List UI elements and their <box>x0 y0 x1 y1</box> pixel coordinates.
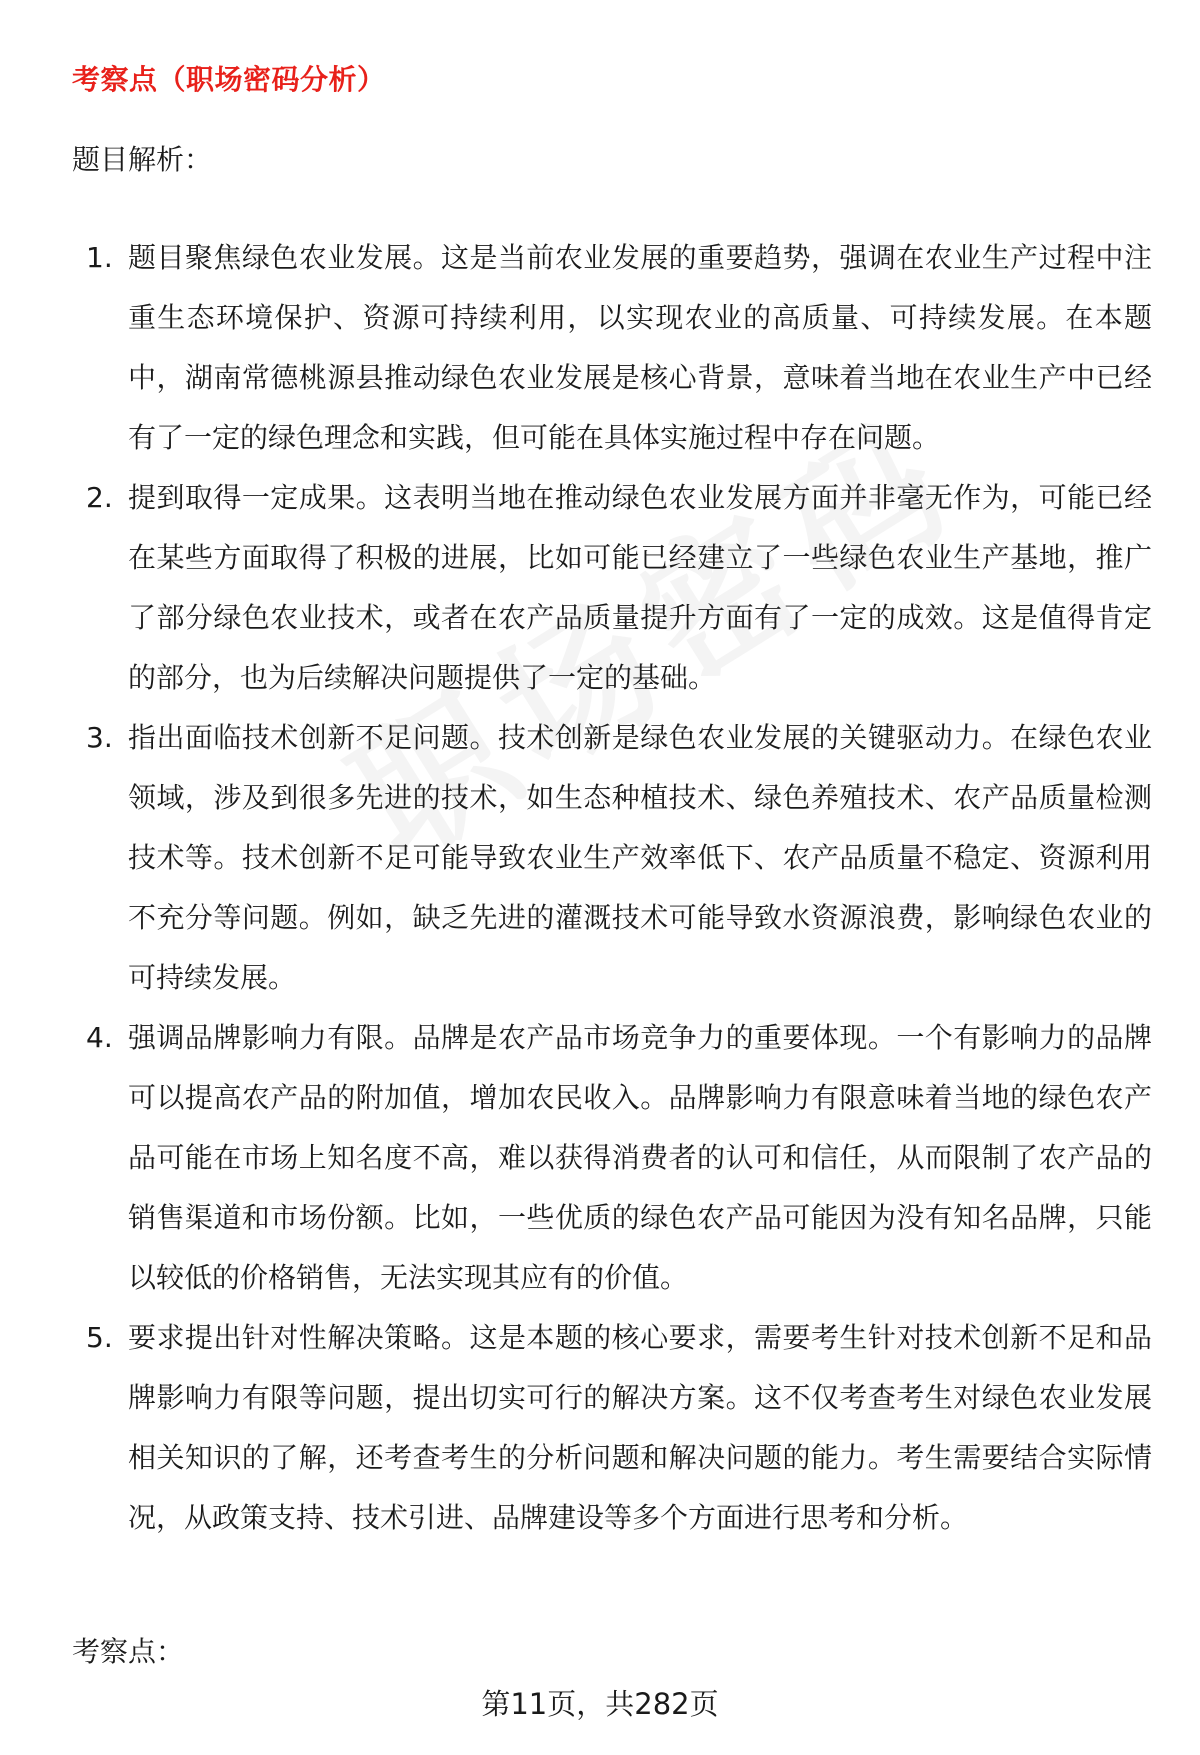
list-item <box>72 228 1152 468</box>
list-item <box>72 1008 1152 1308</box>
list-item-number: 3. <box>86 721 113 754</box>
list-item-number: 1. <box>86 241 113 274</box>
list-item-number: 2. <box>86 481 113 514</box>
section-heading: 考察点（职场密码分析） <box>72 63 386 96</box>
list-item-text: 题目聚焦绿色农业发展。这是当前农业发展的重要趋势，强调在农业生产过程中注重生态环境保护、资源可持续利用，以实现农业的高质量、可持续发展。在本题中，湖南常德桃源县推动绿色农业发展是核心背景，意味着当地在农业生产中已经有了一定的绿色理念和实践，但可能在具体实施过程中存在问题。 <box>128 241 1152 454</box>
list-item <box>72 468 1152 708</box>
list-item-number: 5. <box>86 1321 113 1354</box>
list-item <box>72 1308 1152 1548</box>
list-item-text: 要求提出针对性解决策略。这是本题的核心要求，需要考生针对技术创新不足和品牌影响力有限等问题，提出切实可行的解决方案。这不仅考查考生对绿色农业发展相关知识的了解，还考查考生的分析问题和解决问题的能力。考生需要结合实际情况，从政策支持、技术引进、品牌建设等多个方面进行思考和分析。 <box>128 1321 1152 1534</box>
list-item-text: 强调品牌影响力有限。品牌是农产品市场竞争力的重要体现。一个有影响力的品牌可以提高农产品的附加值，增加农民收入。品牌影响力有限意味着当地的绿色农产品可能在市场上知名度不高，难以获得消费者的认可和信任，从而限制了农产品的销售渠道和市场份额。比如，一些优质的绿色农产品可能因为没有知名品牌，只能以较低的价格销售，无法实现其应有的价值。 <box>128 1021 1152 1294</box>
points-label: 考察点： <box>72 1635 185 1668</box>
list-item-number: 4. <box>86 1021 113 1054</box>
analysis-list <box>72 228 1152 1548</box>
page-footer: 第11页，共282页 <box>481 1687 719 1721</box>
list-item <box>72 708 1152 1008</box>
analysis-label: 题目解析： <box>72 143 213 176</box>
list-item-text: 提到取得一定成果。这表明当地在推动绿色农业发展方面并非毫无作为，可能已经在某些方面取得了积极的进展，比如可能已经建立了一些绿色农业生产基地，推广了部分绿色农业技术，或者在农产品质量提升方面有了一定的成效。这是值得肯定的部分，也为后续解决问题提供了一定的基础。 <box>128 481 1152 694</box>
list-item-text: 指出面临技术创新不足问题。技术创新是绿色农业发展的关键驱动力。在绿色农业领域，涉及到很多先进的技术，如生态种植技术、绿色养殖技术、农产品质量检测技术等。技术创新不足可能导致农业生产效率低下、农产品质量不稳定、资源利用不充分等问题。例如，缺乏先进的灌溉技术可能导致水资源浪费，影响绿色农业的可持续发展。 <box>128 721 1152 994</box>
